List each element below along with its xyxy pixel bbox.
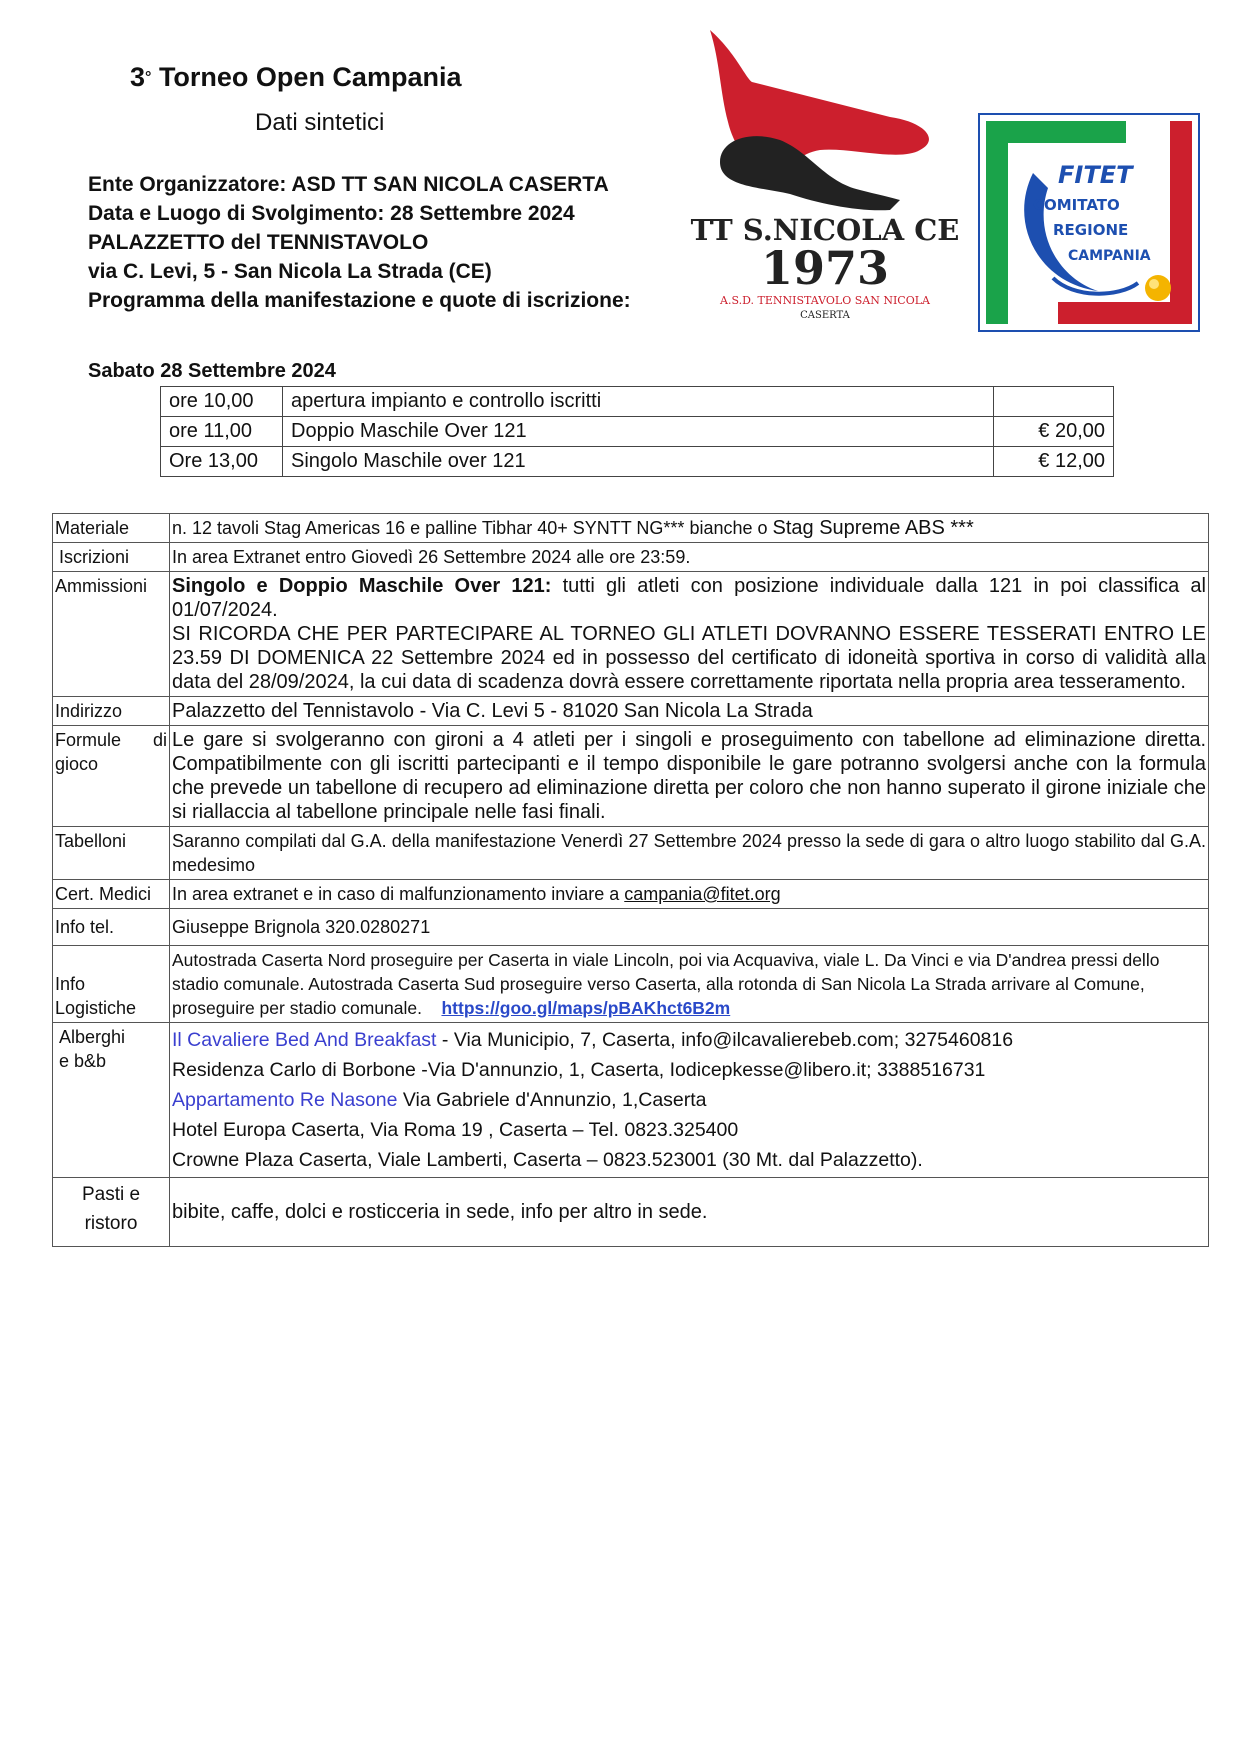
tabelloni-value: Saranno compilati dal G.A. della manifestazione Venerdì 27 Settembre 2024 presso la sede di gara o altro luogo stabilito dal G.A. medesimo bbox=[170, 827, 1209, 880]
schedule-price: € 12,00 bbox=[994, 447, 1114, 477]
schedule-time: Ore 13,00 bbox=[161, 447, 283, 477]
table-row bbox=[53, 946, 1209, 1023]
info-line: via C. Levi, 5 - San Nicola La Strada (CE) bbox=[88, 260, 492, 283]
club-logo-association: A.S.D. TENNISTAVOLO SAN NICOLA bbox=[720, 294, 930, 307]
row-label-infotel: Info tel. bbox=[53, 909, 170, 946]
table-row bbox=[53, 880, 1209, 909]
row-label-pasti: Pasti e ristoro bbox=[53, 1178, 170, 1247]
row-label-logistiche: Info Logistiche bbox=[53, 946, 170, 1023]
info-line: Ente Organizzatore: ASD TT SAN NICOLA CASERTA bbox=[88, 173, 609, 196]
schedule-price: € 20,00 bbox=[994, 417, 1114, 447]
row-label-cert: Cert. Medici bbox=[53, 880, 170, 909]
schedule-event: apertura impianto e controllo iscritti bbox=[283, 387, 994, 417]
club-logo-name: TT S.NICOLA CE bbox=[690, 213, 960, 247]
maps-link[interactable]: https://goo.gl/maps/pBAKhct6B2m bbox=[441, 998, 731, 1018]
logistiche-value: Autostrada Caserta Nord proseguire per Caserta in viale Lincoln, poi via Acquaviva, viale L. Da Vinci e via D'andrea pressi dello stadio comunale. Autostrada Caserta Sud proseguire verso Caserta, alla rotonda di San Nicola La Strada arrivare al Comune, proseguire per stadio comunale. https://goo.gl/maps/pBAKhct6B2m bbox=[170, 946, 1209, 1023]
table-row bbox=[53, 1023, 1209, 1178]
row-label-ammissioni: Ammissioni bbox=[53, 572, 170, 697]
club-logo bbox=[690, 22, 960, 322]
table-row bbox=[53, 1178, 1209, 1247]
hotel-link[interactable]: Appartamento Re Nasone bbox=[172, 1089, 398, 1111]
table-row bbox=[53, 543, 1209, 572]
schedule-time: ore 11,00 bbox=[161, 417, 283, 447]
schedule-time: ore 10,00 bbox=[161, 387, 283, 417]
table-row bbox=[53, 514, 1209, 543]
cert-value: In area extranet e in caso di malfunzionamento inviare a campania@fitet.org bbox=[170, 880, 1209, 909]
fitet-logo-campania: CAMPANIA bbox=[1068, 248, 1151, 264]
indirizzo-value: Palazzetto del Tennistavolo - Via C. Levi 5 - 81020 San Nicola La Strada bbox=[170, 697, 1209, 726]
fitet-logo-committee: COMITATO bbox=[1033, 196, 1120, 214]
table-row bbox=[53, 572, 1209, 697]
row-label-materiale: Materiale bbox=[53, 514, 170, 543]
info-line: Data e Luogo di Svolgimento: 28 Settembre 2024 bbox=[88, 202, 575, 225]
row-label-formule: Formule di gioco bbox=[53, 726, 170, 827]
fitet-logo bbox=[978, 113, 1200, 332]
iscrizioni-value: In area Extranet entro Giovedì 26 Settembre 2024 alle ore 23:59. bbox=[170, 543, 1209, 572]
club-logo-year: 1973 bbox=[760, 241, 890, 295]
row-label-indirizzo: Indirizzo bbox=[53, 697, 170, 726]
table-row bbox=[53, 697, 1209, 726]
schedule-event: Singolo Maschile over 121 bbox=[283, 447, 994, 477]
schedule-date: Sabato 28 Settembre 2024 bbox=[88, 360, 336, 382]
materiale-value: n. 12 tavoli Stag Americas 16 e palline Tibhar 40+ SYNTT NG*** bianche o Stag Supreme ABS *** bbox=[170, 514, 1209, 543]
info-line: PALAZZETTO del TENNISTAVOLO bbox=[88, 231, 429, 254]
ammissioni-value: Singolo e Doppio Maschile Over 121: tutti gli atleti con posizione individuale dalla 121 in poi classifica al 01/07/2024. SI RICORDA CHE PER PARTECIPARE AL TORNEO GLI ATLETI DOVRANNO ESSERE TESSERATI ENTRO LE 23.59 DI DOMENICA 22 Settembre 2024 ed in possesso del certificato di idoneità sportiva in corso di validità alla data del 28/09/2024, la cui data di scadenza dovrà essere correttamente riportata nella propria area tesseramento. bbox=[170, 572, 1209, 697]
document-title: 3° Torneo Open Campania bbox=[130, 62, 462, 92]
schedule-price bbox=[994, 387, 1114, 417]
organizer-info bbox=[88, 170, 631, 315]
table-row bbox=[161, 447, 1114, 477]
hotel-link[interactable]: Il Cavaliere Bed And Breakfast bbox=[172, 1029, 437, 1051]
schedule-table bbox=[160, 386, 1114, 477]
details-table bbox=[52, 513, 1209, 1247]
table-row bbox=[53, 909, 1209, 946]
table-row bbox=[53, 726, 1209, 827]
table-row bbox=[161, 387, 1114, 417]
table-row bbox=[161, 417, 1114, 447]
row-label-alberghi: Alberghi e b&b bbox=[53, 1023, 170, 1178]
infotel-value: Giuseppe Brignola 320.0280271 bbox=[170, 909, 1209, 946]
row-label-tabelloni: Tabelloni bbox=[53, 827, 170, 880]
formule-value: Le gare si svolgeranno con gironi a 4 atleti per i singoli e proseguimento con tabellone ad eliminazione diretta. Compatibilmente con gli iscritti partecipanti e il tempo disponibile le gare potranno svolgersi anche con la formula che prevede un tabellone di recupero ad eliminazione diretta per coloro che non hanno superato il girone iniziale che si riallaccia al tabellone principale nelle fasi finali. bbox=[170, 726, 1209, 827]
fitet-logo-name: FITET bbox=[1058, 161, 1133, 189]
pasti-value: bibite, caffe, dolci e rosticceria in sede, info per altro in sede. bbox=[170, 1178, 1209, 1247]
schedule-event: Doppio Maschile Over 121 bbox=[283, 417, 994, 447]
document-subtitle: Dati sintetici bbox=[255, 109, 385, 136]
table-row bbox=[53, 827, 1209, 880]
club-logo-city: CASERTA bbox=[800, 310, 850, 321]
info-line: Programma della manifestazione e quote di iscrizione: bbox=[88, 289, 631, 312]
fitet-logo-region: REGIONE bbox=[1053, 221, 1129, 239]
alberghi-value: Il Cavaliere Bed And Breakfast - Via Municipio, 7, Caserta, info@ilcavalierebeb.com; 3275460816 Residenza Carlo di Borbone -Via D'annunzio, 1, Caserta, Iodicepkesse@libero.it; 3388516731 Appartamento Re Nasone Via Gabriele d'Annunzio, 1,Caserta Hotel Europa Caserta, Via Roma 19 , Caserta – Tel. 0823.325400 Crowne Plaza Caserta, Viale Lamberti, Caserta – 0823.523001 (30 Mt. dal Palazzetto). bbox=[170, 1023, 1209, 1178]
email-link[interactable]: campania@fitet.org bbox=[624, 884, 781, 904]
row-label-iscrizioni: Iscrizioni bbox=[53, 543, 170, 572]
